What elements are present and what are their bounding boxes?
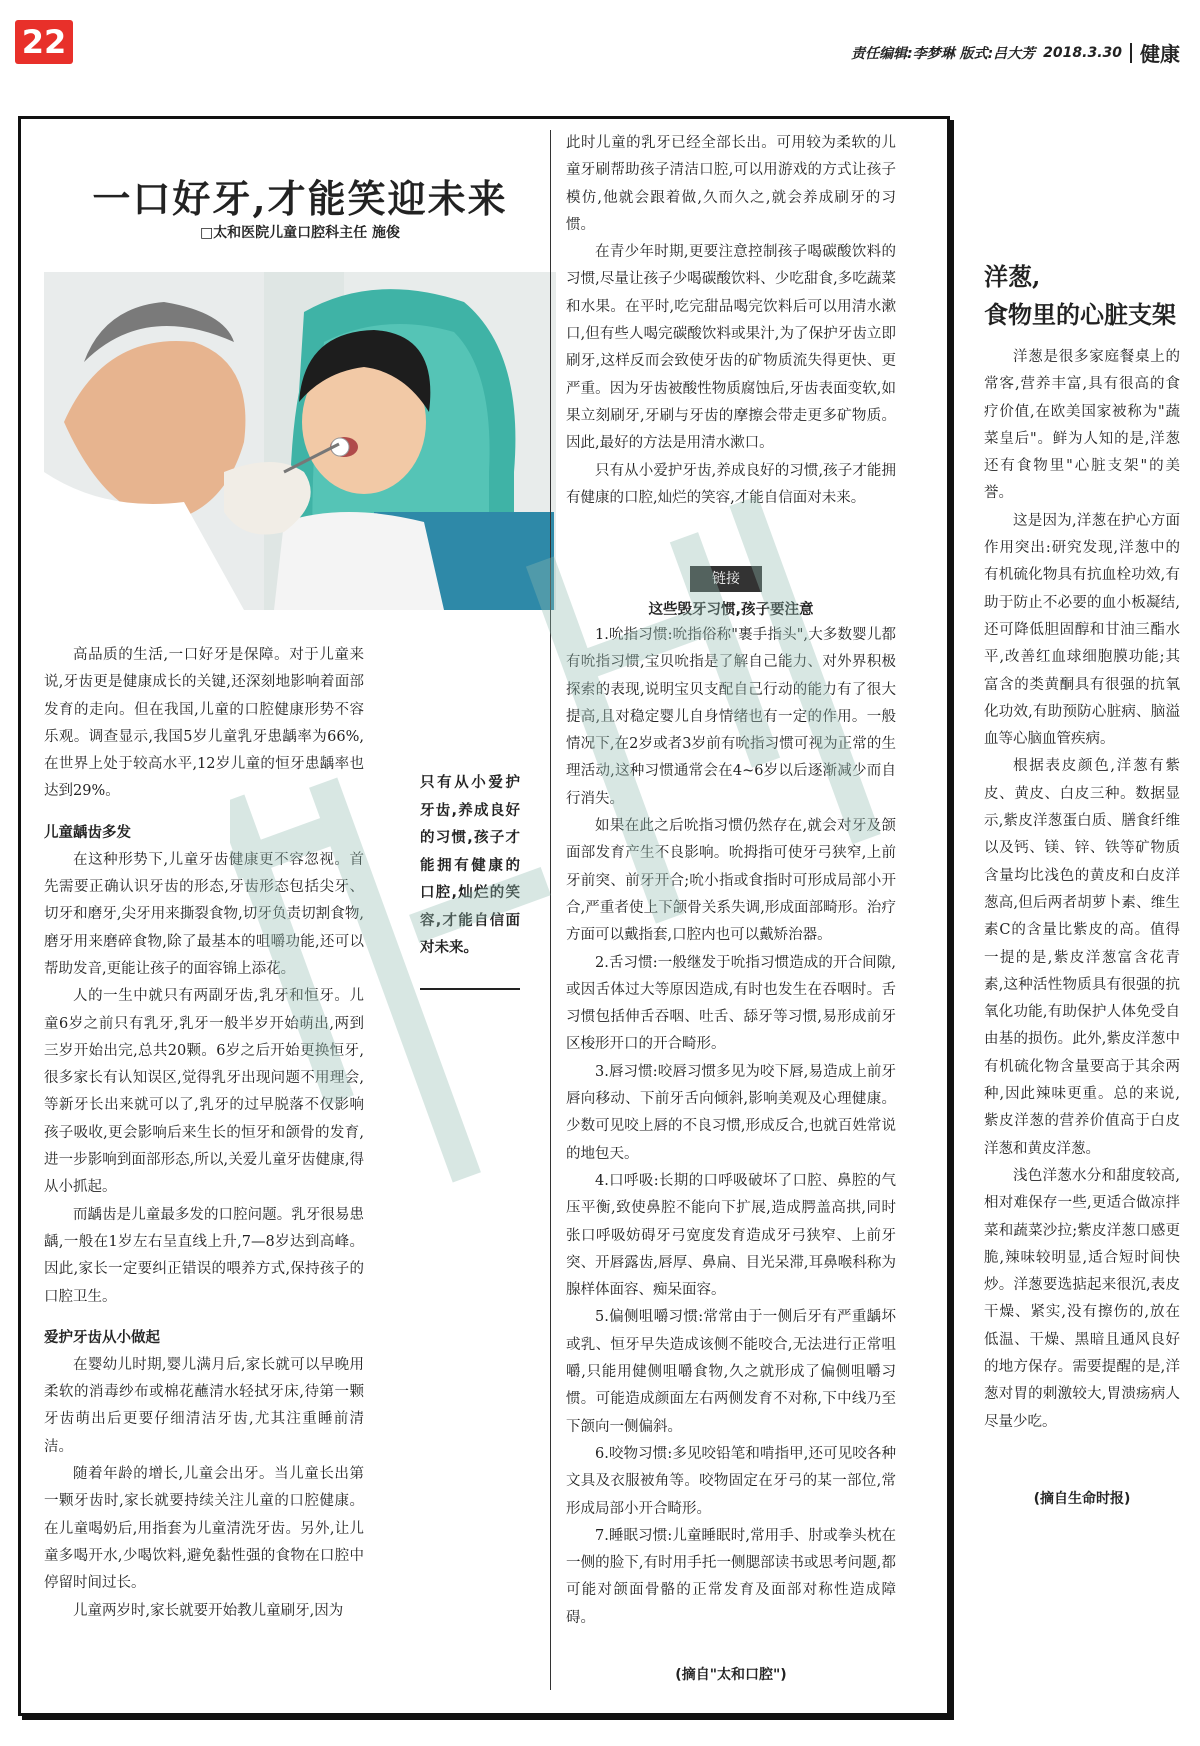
habit-item: 5.偏侧咀嚼习惯:常常由于一侧后牙有严重龋坏或乳、恒牙早失造成该侧不能咬合,无法进行正常咀嚼,只能用健侧咀嚼食物,久之就形成了偏侧咀嚼习惯。可能造成颜面左右两侧发育不对称,下中线乃至下颌向一侧偏斜。 <box>566 1309 896 1435</box>
link-tag: 链接 <box>690 566 762 592</box>
pull-quote: 只有从小爱护牙齿,养成良好的习惯,孩子才能拥有健康的口腔,灿烂的笑容,才能自信面对未来。 <box>420 775 520 956</box>
article-source: (摘自"太和口腔") <box>675 1667 787 1683</box>
habit-item: 1.吮指习惯:吮指俗称"裹手指头",大多数婴儿都有吮指习惯,宝贝吮指是了解自己能力、对外界积极探索的表现,说明宝贝支配自己行动的能力有了很大提高,且对稳定婴儿自身情绪也有一定的作用。一般情况下,在2岁或者3岁前有吮指习惯可视为正常的生理活动,这种习惯通常会在4~6岁以后逐渐减少而自行消失。 <box>566 627 896 807</box>
paragraph: 此时儿童的乳牙已经全部长出。可用较为柔软的儿童牙刷帮助孩子清洁口腔,可以用游戏的方式让孩子模仿,他就会跟着做,久而久之,就会养成刷牙的习惯。 <box>566 135 896 233</box>
article-byline: □太和医院儿童口腔科主任 施俊 <box>199 225 401 241</box>
section-name: 健康 <box>1140 42 1180 66</box>
box-shadow-bottom <box>22 1716 954 1720</box>
sidebar-title-line-2: 食物里的心脏支架 <box>984 300 1176 329</box>
sidebar-column <box>984 344 1180 1436</box>
sidebar-paragraph: 浅色洋葱水分和甜度较高,相对难保存一些,更适合做凉拌菜和蔬菜沙拉;紫皮洋葱口感更脆,辣味较明显,适合短时间快炒。洋葱要选掂起来很沉,表皮干燥、紧实,没有擦伤的,放在低温、干燥、黑暗且通风良好的地方保存。需要提醒的是,洋葱对胃的刺激较大,胃溃疡病人尽量少吃。 <box>984 1167 1180 1430</box>
sidebar-title-line-1: 洋葱, <box>984 262 1041 291</box>
paragraph: 而龋齿是儿童最多发的口腔问题。乳牙很易患龋,一般在1岁左右呈直线上升,7—8岁达到高峰。因此,家长一定要纠正错误的喂养方式,保持孩子的口腔卫生。 <box>44 1206 364 1305</box>
article-column-2 <box>566 130 896 512</box>
link-title: 这些毁牙习惯,孩子要注意 <box>648 602 814 618</box>
habit-item: 2.舌习惯:一般继发于吮指习惯造成的开合间隙,或因舌体过大等原因造成,有时也发生在吞咽时。舌习惯包括伸舌吞咽、吐舌、舔牙等习惯,易形成前牙区梭形开口的开合畸形。 <box>566 954 896 1053</box>
section-heading-caries: 儿童龋齿多发 <box>44 824 131 841</box>
paragraph: 人的一生中就只有两副牙齿,乳牙和恒牙。儿童6岁之前只有乳牙,乳牙一般半岁开始萌出,两到三岁开始出完,总共20颗。6岁之后开始更换恒牙,很多家长有认知误区,觉得乳牙出现问题不用理会,等新牙长出来就可以了,乳牙的过早脱落不仅影响孩子吸收,更会影响后来生长的恒牙和颌骨的发育,进一步影响到面部形态,所以,关爱儿童牙齿健康,得从小抓起。 <box>44 988 364 1196</box>
habit-item: 6.咬物习惯:多见咬铅笔和啃指甲,还可见咬各种文具及衣服被角等。咬物固定在牙弓的某一部位,常形成局部小开合畸形。 <box>566 1445 896 1517</box>
sidebar-paragraph: 这是因为,洋葱在护心方面作用突出:研究发现,洋葱中的有机硫化物具有抗血栓功效,有助于防止不必要的血小板凝结,还可降低胆固醇和甘油三酯水平,改善红血球细胞膜功能;其富含的类黄酮具有很强的抗氧化功效,有助预防心脏病、脑溢血等心脑血管疾病。 <box>984 512 1180 748</box>
habit-item: 4.口呼吸:长期的口呼吸破坏了口腔、鼻腔的气压平衡,致使鼻腔不能向下扩展,造成腭盖高拱,同时张口呼吸妨碍牙弓宽度发育造成牙弓狭窄、上前牙突、开唇露齿,唇厚、鼻扁、目光呆滞,耳鼻喉科称为腺样体面容、痴呆面容。 <box>566 1172 896 1299</box>
paragraph: 只有从小爱护牙齿,养成良好的习惯,孩子才能拥有健康的口腔,灿烂的笑容,才能自信面对未来。 <box>566 462 896 506</box>
editor-credits: 责任编辑:李梦琳 版式:吕大芳 <box>851 45 1036 62</box>
sidebar-paragraph: 洋葱是很多家庭餐桌上的常客,营养丰富,具有很高的食疗价值,在欧美国家被称为"蔬菜皇后"。鲜为人知的是,洋葱还有食物里"心脏支架"的美誉。 <box>984 349 1180 502</box>
page-number: 22 <box>15 20 73 64</box>
paragraph: 随着年龄的增长,儿童会出牙。当儿童长出第一颗牙齿时,家长就要持续关注儿童的口腔健康。在儿童喝奶后,用指套为儿童清洗牙齿。另外,让儿童多喝开水,少喝饮料,避免黏性强的食物在口腔中停留时间过长。 <box>44 1466 364 1592</box>
habit-item: 如果在此之后吮指习惯仍然存在,就会对牙及颌面部发育产生不良影响。吮拇指可使牙弓狭窄,上前牙前突、前牙开合;吮小指或食指时可形成局部小开合,严重者使上下颌骨关系失调,形成面部畸形。治疗方面可以戴指套,口腔内也可以戴矫治器。 <box>566 818 896 944</box>
habit-item: 7.睡眠习惯:儿童睡眠时,常用手、肘或拳头枕在一侧的脸下,有时用手托一侧腮部读书或思考问题,都可能对颌面骨骼的正常发育及面部对称性造成障碍。 <box>566 1527 896 1626</box>
intro-paragraph: 高品质的生活,一口好牙是保障。对于儿童来说,牙齿更是健康成长的关键,还深刻地影响着面部发育的走向。但在我国,儿童的口腔健康形势不容乐观。调查显示,我国5岁儿童乳牙患龋率为66%,在世界上处于较高水平,12岁儿童的恒牙患龋率也达到29%。 <box>44 647 364 800</box>
masthead <box>851 38 1180 67</box>
paragraph: 在这种形势下,儿童牙齿健康更不容忽视。首先需要正确认识牙齿的形态,牙齿形态包括尖牙、切牙和磨牙,尖牙用来撕裂食物,切牙负责切割食物,磨牙用来磨碎食物,除了最基本的咀嚼功能,还可以帮助发音,更能让孩子的面容锦上添花。 <box>44 851 364 977</box>
paragraph: 儿童两岁时,家长就要开始教儿童刷牙,因为 <box>73 1602 344 1619</box>
section-heading-care: 爱护牙齿从小做起 <box>44 1329 160 1346</box>
pull-quote-rule <box>420 988 520 990</box>
article-title: 一口好牙,才能笑迎未来 <box>92 176 508 221</box>
box-shadow-right <box>950 120 954 1720</box>
sidebar-title <box>984 258 1184 334</box>
sidebar-paragraph: 根据表皮颜色,洋葱有紫皮、黄皮、白皮三种。数据显示,紫皮洋葱蛋白质、膳食纤维以及钙、镁、锌、铁等矿物质含量均比浅色的黄皮和白皮洋葱高,但后两者胡萝卜素、维生素C的含量比紫皮的高。值得一提的是,紫皮洋葱富含花青素,这种活性物质具有很强的抗氧化功能,有助保护人体免受自由基的损伤。此外,紫皮洋葱中有机硫化物含量要高于其余两种,因此辣味更重。总的来说,紫皮洋葱的营养价值高于白皮洋葱和黄皮洋葱。 <box>984 758 1180 1157</box>
article-column-1 <box>44 642 364 1625</box>
habit-item: 3.唇习惯:咬唇习惯多见为咬下唇,易造成上前牙唇向移动、下前牙舌向倾斜,影响美观及心理健康。少数可见咬上唇的不良习惯,形成反合,也就百姓常说的地包天。 <box>566 1063 896 1162</box>
column-divider <box>550 130 551 1690</box>
paragraph: 在青少年时期,更要注意控制孩子喝碳酸饮料的习惯,尽量让孩子少喝碳酸饮料、少吃甜食,多吃蔬菜和水果。在平时,吃完甜品喝完饮料后可以用清水漱口,但有些人喝完碳酸饮料或果汁,为了保护牙齿立即刷牙,这样反而会致使牙齿的矿物质流失得更快、更严重。因为牙齿被酸性物质腐蚀后,牙齿表面变软,如果立刻刷牙,牙刷与牙齿的摩擦会带走更多矿物质。因此,最好的方法是用清水漱口。 <box>566 244 896 452</box>
dentist-child-photo <box>44 272 556 610</box>
sidebar-source: (摘自生命时报) <box>1033 1491 1131 1507</box>
issue-date: 2018.3.30 <box>1043 44 1122 61</box>
link-column <box>566 622 896 1632</box>
masthead-divider <box>1130 43 1132 63</box>
paragraph: 在婴幼儿时期,婴儿满月后,家长就可以早晚用柔软的消毒纱布或棉花蘸清水轻拭牙床,待第一颗牙齿萌出后更要仔细清洁牙齿,尤其注重睡前清洁。 <box>44 1356 364 1455</box>
